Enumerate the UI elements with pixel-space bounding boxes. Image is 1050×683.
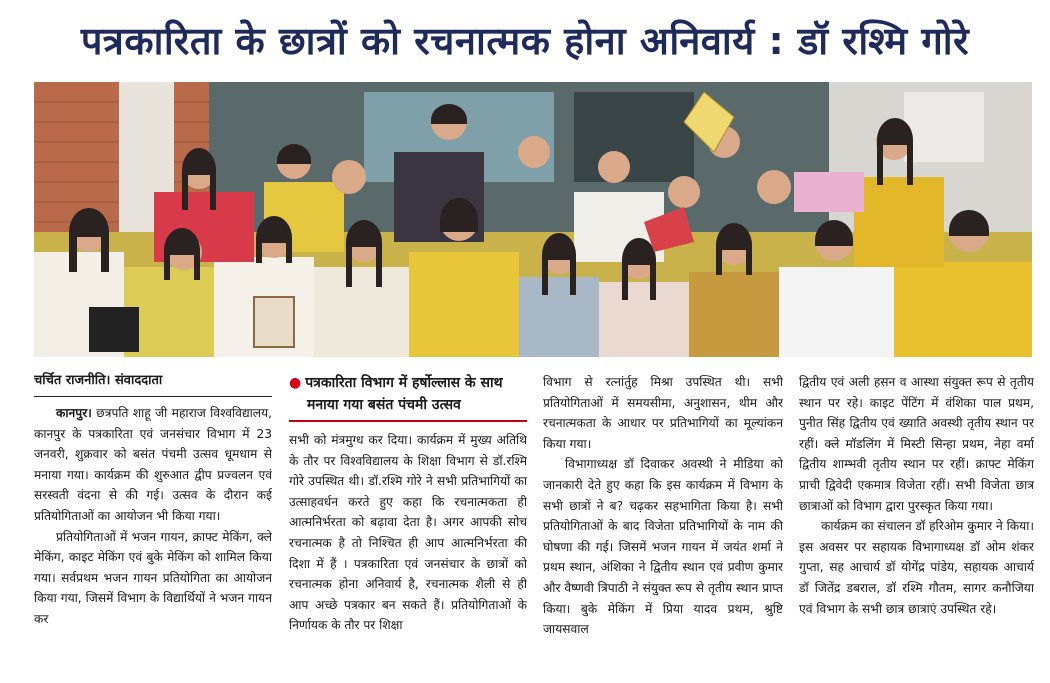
byline: चर्चित राजनीति। संवाददाता	[34, 372, 272, 397]
subheadline	[289, 372, 527, 422]
paragraph: विभाग से रत्नांर्तुह मिश्रा उपस्थित थी। सभी प्रतियोगिताओं में समयसीमा, अनुशासन, थीम और रचनात्मकता के आधार पर प्रतिभागियों का मूल्यांकन किया गया।	[543, 375, 783, 451]
paragraph: कार्यक्रम का संचालन डॉ हरिओम कुमार ने किया। इस अवसर पर सहायक विभागाध्यक्ष डॉ ओम शंकर गुप्ता, सह आचार्य डॉ योगेंद्र पांडेय, सहायक आचार्य डॉ जितेंद्र डबराल, डॉ रश्मि गौतम, सागर कनौजिया एवं विभाग के सभी छात्र छात्राएं उपस्थित रहे।	[799, 519, 1034, 616]
headline: पत्रकारिता के छात्रों को रचनात्मक होना अनिवार्य : डॉ रश्मि गोरे	[80, 19, 970, 63]
group-photo	[34, 82, 1032, 357]
dateline: कानपुर।	[56, 406, 92, 420]
article-column-1	[34, 372, 272, 672]
paragraph: सभी को मंत्रमुग्ध कर दिया। कार्यक्रम में मुख्य अतिथि के तौर पर विश्वविद्यालय के शिक्षा विभाग से डॉ.रश्मि गोरे उपस्थित थी। डॉ.रश्मि गोरे ने सभी प्रतिभागियों का उत्साहवर्धन करते हुए कहा कि रचनात्मकता ही आत्मनिर्भरता को बढ़ावा देता है। अगर आपकी सोच रचनात्मक है तो निश्चित ही आप आत्मनिर्भरता की दिशा में हैं । पत्रकारिता एवं जनसंचार के छात्रों को रचनात्मक होना अनिवार्य है, रचनात्मक शैली से ही आप अच्छे पत्रकार बन सकते हैं। प्रतियोगिताओं के निर्णायक के तौर पर शिक्षा	[289, 433, 527, 633]
article-column-4	[799, 372, 1034, 672]
paragraph-text: छत्रपति शाहू जी महाराज विश्वविद्यालय, कानपुर के पत्रकारिता एवं जनसंचार विभाग में 23 जनवरी, शुक्रवार को बसंत पंचमी उत्सव धूमधाम से मनाया गया। कार्यक्रम की शुरुआत द्वीप प्रज्वलन एवं सरस्वती वंदना से की गई। उत्सव के दौरान कई प्रतियोगिताओं का आयोजन भी किया गया।	[34, 406, 272, 523]
article-column-3	[543, 372, 783, 672]
bullet-icon: ●	[289, 375, 302, 391]
paragraph: प्रतियोगिताओं में भजन गायन, क्राफ्ट मेकिंग, क्ले मेकिंग, काइट मेकिंग एवं बुके मेकिंग को शामिल किया गया। सर्वप्रथम भजन गायन प्रतियोगिता का आयोजन किया गया, जिसमें विभाग के विद्यार्थियों ने भजन गायन कर	[34, 529, 272, 626]
paragraph	[34, 403, 272, 527]
subheadline-line-2: मनाया गया बसंत पंचमी उत्सव	[307, 397, 461, 413]
article-column-2	[289, 372, 527, 672]
paragraph: द्वितीय एवं अली हसन व आस्था संयुक्त रूप से तृतीय स्थान पर रहे। काइट पेंटिंग में वंशिका पाल प्रथम, पुनीत सिंह द्वितीय एवं ख्याति अवस्थी तृतीय स्थान पर रहीं। क्ले मॉडलिंग में मिस्टी सिन्हा प्रथम, नेहा वर्मा द्वितीय शाम्भवी तृतीय स्थान पर रहीं। क्राफ्ट मेकिंग प्राची द्विवेदी एकमात्र विजेता रहीं। सभी विजेता छात्र छात्राओं को विभाग द्वारा पुरस्कृत किया गया।	[799, 375, 1034, 513]
paragraph: विभागाध्यक्ष डॉ दिवाकर अवस्थी ने मीडिया को जानकारी देते हुए कहा कि इस कार्यक्रम में विभाग के सभी छात्रों ने ब? चढ़कर सहभागिता किया है। सभी प्रतियोगिताओं के बाद विजेता प्रतिभागियों के नाम की घोषणा की गई। जिसमें भजन गायन में जयंत शर्मा ने प्रथम स्थान, अंशिका ने द्वितीय स्थान एवं प्रवीण कुमार और वैष्णवी त्रिपाठी ने संयुक्त रूप से तृतीय स्थान प्राप्त किया। बुके मेकिंग में प्रिया यादव प्रथम, श्रुष्टि जायसवाल	[543, 457, 783, 637]
photo-illustration	[34, 82, 1032, 357]
subheadline-line-1: पत्रकारिता विभाग में हर्षोल्लास के साथ	[305, 375, 503, 391]
